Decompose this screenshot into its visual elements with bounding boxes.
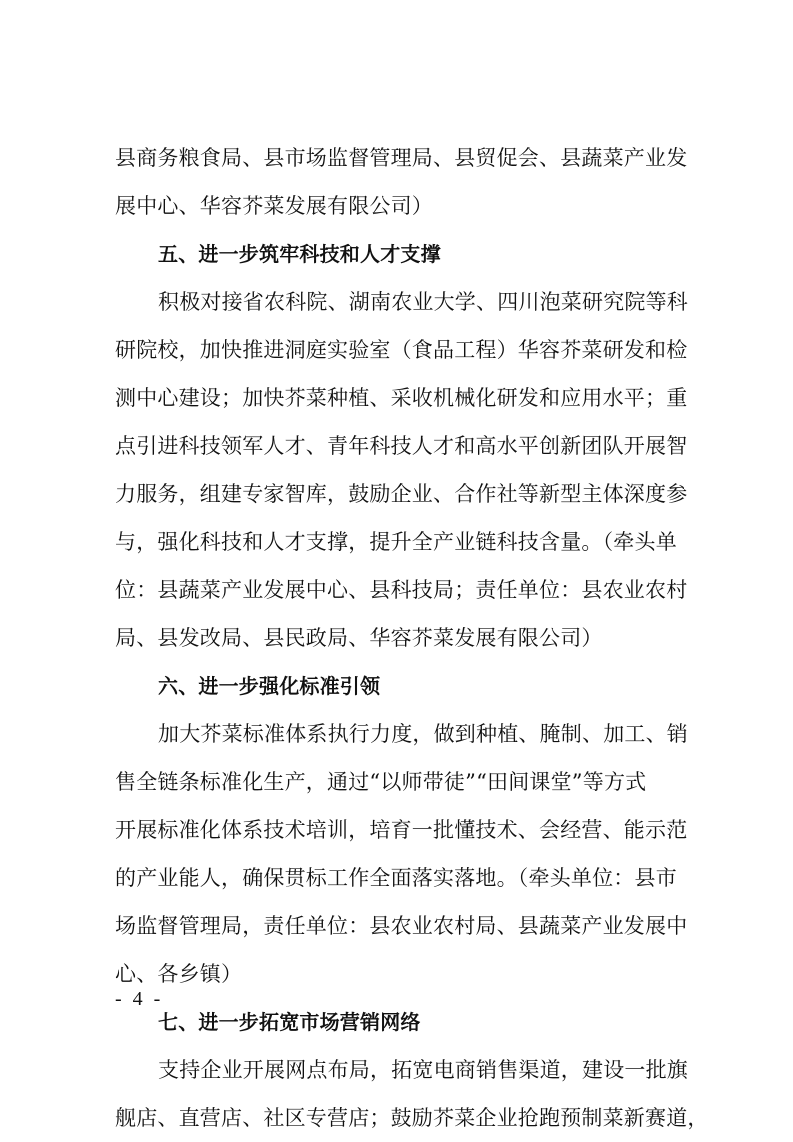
document-body	[115, 134, 709, 1142]
body-text-line: 点引进科技领军人才、青年科技人才和高水平创新团队开展智	[115, 434, 688, 458]
body-text-line: 心、各乡镇）	[115, 962, 243, 986]
body-text-line: 加大芥菜标准体系执行力度，做到种植、腌制、加工、销	[158, 722, 688, 746]
section-heading: 六、进一步强化标准引领	[158, 674, 381, 698]
body-text-line: 舰店、直营店、社区专营店；鼓励芥菜企业抢跑预制菜新赛道，	[115, 1106, 709, 1130]
body-text-line: 县商务粮食局、县市场监督管理局、县贸促会、县蔬菜产业发	[115, 146, 688, 170]
body-text-line: 研院校，加快推进洞庭实验室（食品工程）华容芥菜研发和检	[115, 338, 688, 362]
section-heading: 七、进一步拓宽市场营销网络	[158, 1010, 421, 1034]
body-text-line: 与，强化科技和人才支撑，提升全产业链科技含量。（牵头单	[115, 530, 677, 554]
body-text-line: 开展标准化体系技术培训，培育一批懂技术、会经营、能示范	[115, 818, 688, 842]
body-text-line: 展中心、华容芥菜发展有限公司）	[115, 194, 433, 218]
body-text-line: 测中心建设；加快芥菜种植、采收机械化研发和应用水平；重	[115, 386, 688, 410]
section-heading: 五、进一步筑牢科技和人才支撑	[158, 242, 441, 266]
body-text-line: 位：县蔬菜产业发展中心、县科技局；责任单位：县农业农村	[115, 578, 688, 602]
body-text-line: 局、县发改局、县民政局、华容芥菜发展有限公司）	[115, 626, 603, 650]
body-text-line: 积极对接省农科院、湖南农业大学、四川泡菜研究院等科	[158, 290, 688, 314]
body-text-line: 场监督管理局，责任单位：县农业农村局、县蔬菜产业发展中	[115, 914, 688, 938]
body-text-line: 力服务，组建专家智库，鼓励企业、合作社等新型主体深度参	[115, 482, 688, 506]
body-text-line: 售全链条标准化生产，通过“以师带徒”“田间课堂”等方式	[115, 770, 647, 794]
body-text-line: 支持企业开展网点布局，拓宽电商销售渠道，建设一批旗	[158, 1058, 688, 1082]
page-number: - 4 -	[115, 988, 164, 1010]
body-text-line: 的产业能人，确保贯标工作全面落实落地。（牵头单位：县市	[115, 866, 677, 890]
